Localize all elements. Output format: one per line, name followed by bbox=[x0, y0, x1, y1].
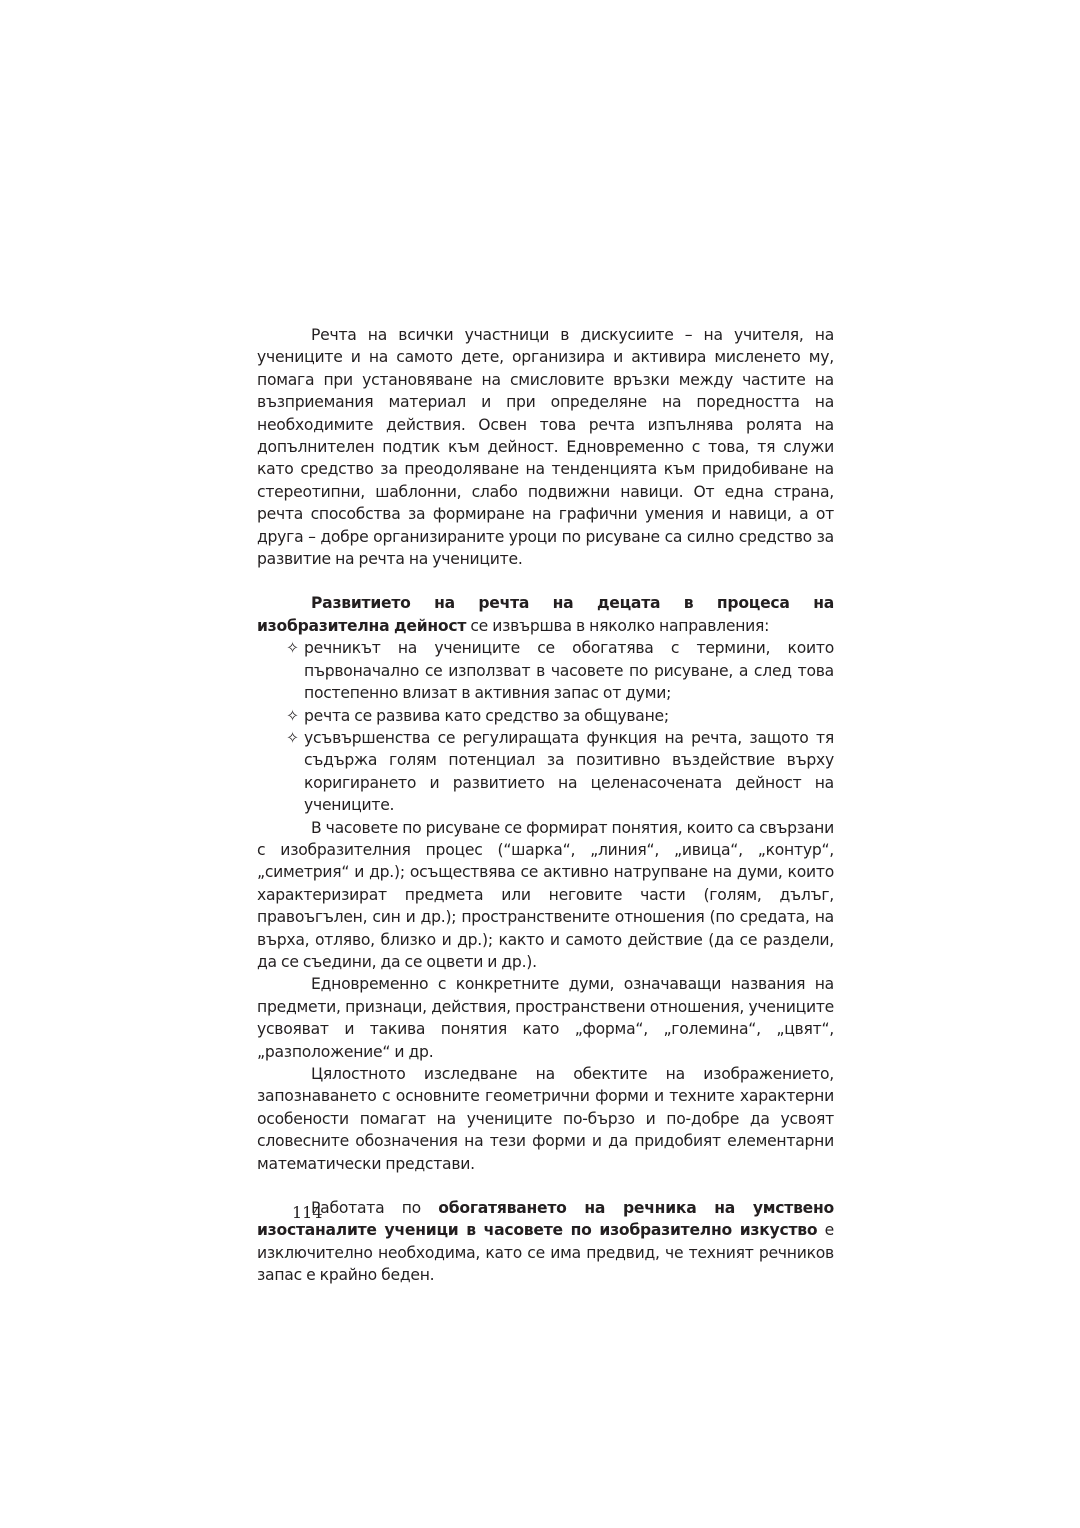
list-item bbox=[257, 705, 834, 727]
paragraph-continuation: се извършва в няколко направления: bbox=[466, 616, 770, 635]
paragraph-gap bbox=[257, 570, 834, 592]
body-text bbox=[257, 324, 834, 1287]
diamond-star-bullet-icon: ✧ bbox=[286, 706, 299, 725]
paragraph-lead: Работата по bbox=[311, 1199, 439, 1218]
list-item bbox=[257, 727, 834, 817]
list-item-text: речникът на учениците се обогатява с термини, които първоначално се използват в часовете по рисуване, а след това постепенно влизат в активния запас от думи; bbox=[304, 639, 834, 703]
page-number: 114 bbox=[292, 1203, 323, 1222]
paragraph-geometric-forms: Цялостното изследване на обектите на изображението, запознаването с основните геометрични форми и техните характерни особености помагат на учениците по-бързо и по-добре да усвоят словесните обозначения на тези форми и да придобият елементарни математически представи. bbox=[257, 1065, 834, 1173]
bullet-list bbox=[257, 637, 834, 816]
paragraph-concrete-words: Едновременно с конкретните думи, означаващи названия на предмети, признаци, действия, пространствени отношения, учениците усвояват и такива понятия като „форма“, „големина“, „цвят“, „разположение“ и др. bbox=[257, 975, 834, 1061]
diamond-star-bullet-icon: ✧ bbox=[286, 728, 299, 747]
list-item bbox=[257, 637, 834, 704]
paragraph-speech-role: Речта на всички участници в дискусиите – на учителя, на учениците и на самото дете, организира и активира мисленето му, помага при установяване на смисловите връзки между частите на възприемания материал и при определяне на поредността на необходимите действия. Освен това речта изпълнява ролята на допълнителен подтик към дейност. Едновременно с това, тя служи като средство за преодоляване на тенденцията към придобиване на стереотипни, шаблонни, слабо подвижни навици. От една страна, речта способства за формиране на графични умения и навици, а от друга – добре организираните уроци по рисуване са силно средство за развитие на речта на учениците. bbox=[257, 326, 834, 569]
paragraph-gap bbox=[257, 1175, 834, 1197]
bold-vocabulary-phrase: обогатяването на речника на умствено изостаналите ученици в часовете по изобразително изкуство bbox=[257, 1199, 834, 1240]
paragraph-speech-development bbox=[257, 592, 834, 637]
diamond-star-bullet-icon: ✧ bbox=[286, 639, 299, 658]
paragraph-concepts: В часовете по рисуване се формират понятия, които са свързани с изобразителния процес (“шарка“, „линия“, „ивица“, „контур“, „симетрия“ и др.); осъществява се активно натрупване на думи, които характеризират предмета или неговите части (голям, дълъг, правоъгълен, син и др.); пространствените отношения (по средата, на върха, отляво, близко и др.); както и самото действие (да се раздели, да се съедини, да се оцвети и др.). bbox=[257, 818, 834, 971]
list-item-text: усъвършенства се регулиращата функция на речта, защото тя съдържа голям потенциал за позитивно въздействие върху коригирането и развитието на целенасочената дейност на учениците. bbox=[304, 728, 834, 815]
paragraph-continuation: е изключително необходима, като се има предвид, че техният речников запас е крайно беден. bbox=[257, 1221, 834, 1285]
bold-heading-phrase: Развитието на речта на децата в процеса на изобразителна дейност bbox=[257, 594, 834, 635]
list-item-text: речта се развива като средство за общуване; bbox=[304, 706, 669, 725]
paragraph-vocabulary bbox=[257, 1197, 834, 1287]
